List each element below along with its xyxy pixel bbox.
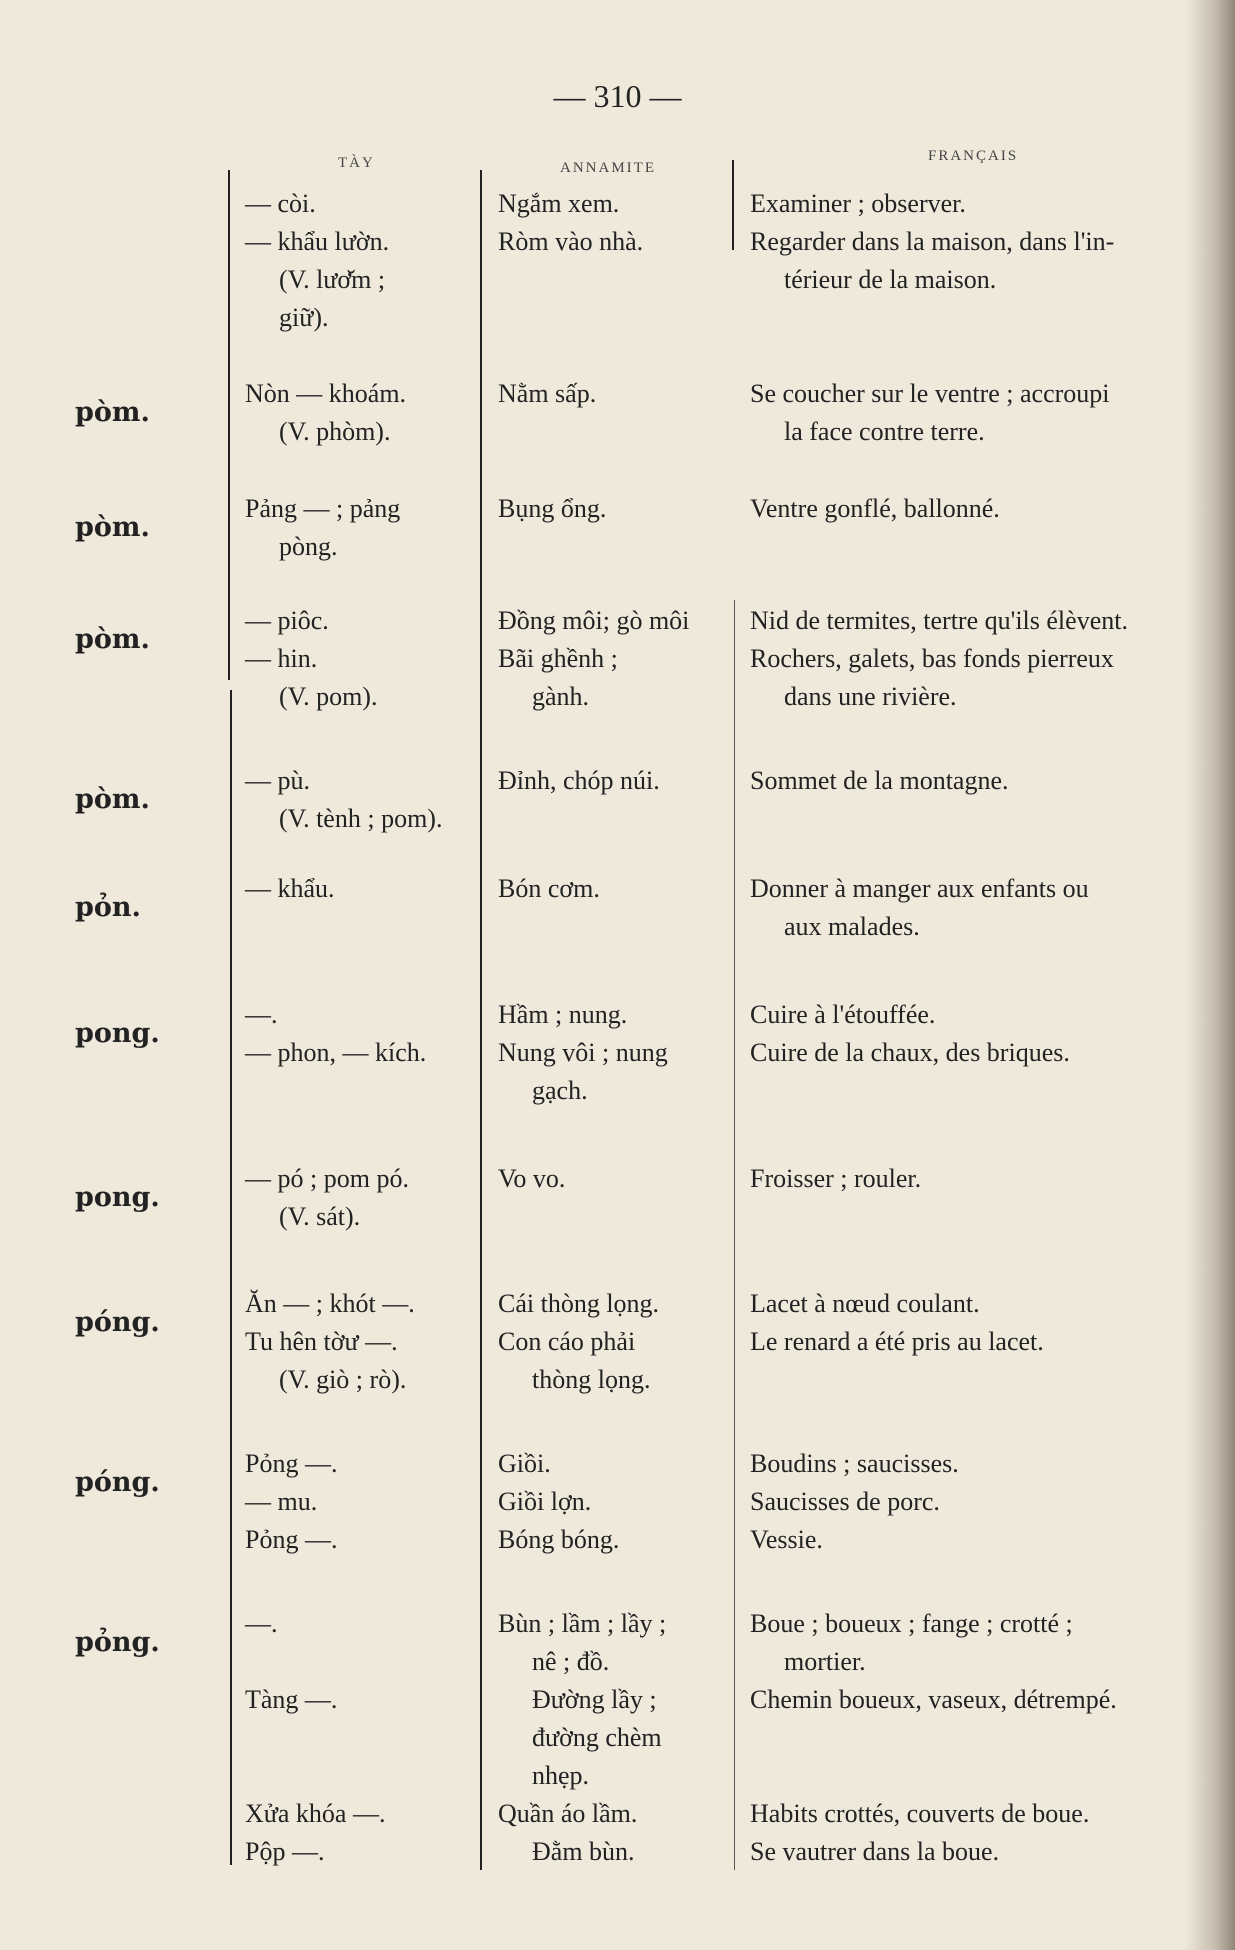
- entry-headword: pòm.: [75, 784, 150, 815]
- entry-francais-line: aux malades.: [784, 912, 920, 941]
- entry-tay-line: — pù.: [245, 766, 310, 795]
- column-rule-right-lower: [734, 600, 735, 1870]
- entry-headword: pòm.: [75, 397, 150, 428]
- entry-annamite-cell: [498, 490, 606, 528]
- entry-annamite-line: thòng lọng.: [532, 1365, 651, 1394]
- entry-francais-line: Se coucher sur le ventre ; accroupi: [750, 379, 1110, 408]
- entry-tay-cell: [245, 870, 335, 908]
- entry-tay-cell: [245, 996, 426, 1072]
- entry-tay-line: (V. sát).: [279, 1202, 361, 1231]
- entry-tay-line: — còi.: [245, 189, 316, 218]
- entry-headword: póng.: [75, 1467, 160, 1498]
- entry-francais-cell: [750, 1445, 959, 1559]
- entry-annamite-line: đường chèm: [532, 1723, 662, 1752]
- entry-annamite-line: Bón cơm.: [498, 874, 600, 903]
- entry-francais-line: mortier.: [784, 1647, 866, 1676]
- entry-tay-line: — hin.: [245, 644, 318, 673]
- entry-annamite-line: gạch.: [532, 1076, 588, 1105]
- entry-francais-cell: [750, 1160, 921, 1198]
- entry-tay-line: Tàng —.: [245, 1685, 338, 1714]
- entry-tay-line: — khẩu lườn.: [245, 227, 390, 256]
- entry-annamite-line: Bùn ; lầm ; lầy ;: [498, 1609, 667, 1638]
- entry-tay-line: giữ).: [279, 303, 329, 332]
- entry-francais-line: dans une rivière.: [784, 682, 957, 711]
- page-gutter-shadow: [1185, 0, 1235, 1950]
- entry-annamite-line: Giồi.: [498, 1449, 551, 1478]
- entry-francais-cell: [750, 375, 1110, 451]
- entry-headword: pỏng.: [75, 1627, 160, 1658]
- entry-annamite-line: gành.: [532, 682, 590, 711]
- entry-francais-line: Regarder dans la maison, dans l'in-: [750, 227, 1115, 256]
- entry-annamite-line: nhẹp.: [532, 1761, 590, 1790]
- entry-annamite-cell: [498, 762, 660, 800]
- entry-headword: pòm.: [75, 512, 150, 543]
- entry-francais-line: Rochers, galets, bas fonds pierreux: [750, 644, 1114, 673]
- entry-francais-line: Lacet à nœud coulant.: [750, 1289, 980, 1318]
- entry-francais-cell: [750, 1285, 1044, 1361]
- entry-francais-line: Froisser ; rouler.: [750, 1164, 922, 1193]
- entry-annamite-line: Hầm ; nung.: [498, 1000, 628, 1029]
- entry-headword: pòm.: [75, 624, 150, 655]
- entry-tay-line: — pó ; pom pó.: [245, 1164, 409, 1193]
- entry-francais-line: Boudins ; saucisses.: [750, 1449, 959, 1478]
- column-rule-left: [228, 170, 230, 680]
- entry-annamite-line: Bóng bóng.: [498, 1525, 620, 1554]
- entry-tay-line: Pỏng —.: [245, 1449, 338, 1478]
- entry-annamite-cell: [498, 1160, 565, 1198]
- entry-francais-line: Saucisses de porc.: [750, 1487, 940, 1516]
- entry-tay-line: (V. giò ; rò).: [279, 1365, 407, 1394]
- entry-annamite-line: Giồi lợn.: [498, 1487, 592, 1516]
- entry-tay-line: [245, 1643, 385, 1681]
- entry-annamite-line: Nằm sấp.: [498, 379, 597, 408]
- entry-francais-line: Boue ; boueux ; fange ; crotté ;: [750, 1609, 1073, 1638]
- column-rule-left-lower: [230, 690, 232, 1865]
- entry-francais-cell: [750, 996, 1070, 1072]
- entry-annamite-line: Nung vôi ; nung: [498, 1038, 668, 1067]
- entry-francais-line: Sommet de la montagne.: [750, 766, 1009, 795]
- entry-annamite-cell: [498, 1605, 666, 1871]
- entry-tay-line: —.: [245, 1609, 278, 1638]
- entry-francais-line: Vessie.: [750, 1525, 823, 1554]
- column-header-tay: TÀY: [338, 155, 375, 171]
- column-header-francais: FRANÇAIS: [928, 148, 1019, 164]
- entry-tay-cell: [245, 1285, 415, 1399]
- entry-annamite-line: Đồng môi; gò môi: [498, 606, 690, 635]
- entry-francais-cell: [750, 870, 1089, 946]
- entry-francais-line: Donner à manger aux enfants ou: [750, 874, 1089, 903]
- entry-annamite-line: Đỉnh, chóp núi.: [498, 766, 660, 795]
- entry-annamite-line: Đường lầy ;: [532, 1685, 657, 1714]
- entry-annamite-line: Vo vo.: [498, 1164, 566, 1193]
- entry-francais-line: Examiner ; observer.: [750, 189, 966, 218]
- entry-tay-cell: [245, 1445, 337, 1559]
- entry-tay-line: Xửa khóa —.: [245, 1799, 386, 1828]
- entry-annamite-cell: [498, 996, 668, 1110]
- entry-tay-cell: [245, 375, 406, 451]
- entry-tay-line: —.: [245, 1000, 278, 1029]
- entry-francais-line: Ventre gonflé, ballonné.: [750, 494, 1000, 523]
- entry-tay-line: (V. lươ̆m ;: [279, 265, 386, 294]
- entry-tay-line: — khẩu.: [245, 874, 335, 903]
- entry-annamite-line: Cái thòng lọng.: [498, 1289, 660, 1318]
- entry-tay-line: Pỏng —.: [245, 1525, 338, 1554]
- column-rule-right: [732, 160, 734, 250]
- entry-francais-line: Cuire à l'étouffée.: [750, 1000, 936, 1029]
- entry-annamite-line: Ngắm xem.: [498, 189, 620, 218]
- entry-annamite-cell: [498, 185, 643, 261]
- entry-francais-cell: [750, 185, 1114, 299]
- entry-tay-line: Pảng — ; pảng: [245, 494, 401, 523]
- entry-tay-line: [245, 1719, 385, 1757]
- entry-tay-line: Ăn — ; khót —.: [245, 1289, 415, 1318]
- entry-tay-cell: [245, 1605, 385, 1871]
- entry-tay-cell: [245, 1160, 409, 1236]
- entry-annamite-line: Bãi ghềnh ;: [498, 644, 618, 673]
- entry-annamite-line: Ròm vào nhà.: [498, 227, 644, 256]
- entry-headword: póng.: [75, 1307, 160, 1338]
- entry-annamite-cell: [498, 1285, 659, 1399]
- entry-francais-cell: [750, 762, 1009, 800]
- entry-annamite-cell: [498, 1445, 619, 1559]
- entry-francais-line: Cuire de la chaux, des briques.: [750, 1038, 1070, 1067]
- page-number: — 310 —: [553, 78, 682, 114]
- entry-francais-cell: [750, 602, 1128, 716]
- entry-annamite-line: nê ; đồ.: [532, 1647, 610, 1676]
- entry-annamite-line: Bụng ổng.: [498, 494, 607, 523]
- column-header-annamite: ANNAMITE: [560, 160, 656, 176]
- entry-tay-line: (V. tènh ; pom).: [279, 804, 443, 833]
- entry-annamite-line: Quần áo lầm.: [498, 1799, 638, 1828]
- entry-headword: pong.: [75, 1018, 160, 1049]
- entry-tay-line: — phon, — kích.: [245, 1038, 427, 1067]
- entry-tay-line: Pộp —.: [245, 1837, 325, 1866]
- entry-francais-cell: [750, 1605, 1117, 1871]
- entry-francais-line: la face contre terre.: [784, 417, 985, 446]
- entry-annamite-cell: [498, 375, 596, 413]
- column-rule-middle: [480, 170, 482, 1870]
- entry-tay-line: (V. phòm).: [279, 417, 391, 446]
- entry-francais-line: térieur de la maison.: [784, 265, 997, 294]
- entry-tay-line: Nòn — khoám.: [245, 379, 407, 408]
- entry-annamite-cell: [498, 602, 689, 716]
- entry-annamite-line: Đằm bùn.: [532, 1837, 635, 1866]
- entry-annamite-line: Con cáo phải: [498, 1327, 636, 1356]
- entry-francais-line: Le renard a été pris au lacet.: [750, 1327, 1044, 1356]
- entry-tay-cell: [245, 602, 377, 716]
- entry-annamite-cell: [498, 870, 600, 908]
- entry-tay-cell: [245, 185, 389, 337]
- entry-francais-cell: [750, 490, 1000, 528]
- entry-francais-line: Nid de termites, tertre qu'ils élèvent.: [750, 606, 1128, 635]
- entry-tay-cell: [245, 490, 400, 566]
- entry-francais-line: [750, 1719, 1117, 1757]
- entry-tay-line: — piôc.: [245, 606, 329, 635]
- entry-francais-line: Habits crottés, couverts de boue.: [750, 1799, 1090, 1828]
- entry-tay-line: — mu.: [245, 1487, 318, 1516]
- entry-francais-line: Chemin boueux, vaseux, détrempé.: [750, 1685, 1117, 1714]
- entry-tay-line: Tu hên tờư —.: [245, 1327, 398, 1356]
- entry-headword: pỏn.: [75, 892, 141, 923]
- entry-headword: pong.: [75, 1182, 160, 1213]
- entry-francais-line: Se vautrer dans la boue.: [750, 1837, 1000, 1866]
- entry-tay-line: pòng.: [279, 532, 338, 561]
- entry-francais-line: [750, 1757, 1117, 1795]
- entry-tay-line: (V. pom).: [279, 682, 378, 711]
- entry-tay-cell: [245, 762, 442, 838]
- entry-tay-line: [245, 1757, 385, 1795]
